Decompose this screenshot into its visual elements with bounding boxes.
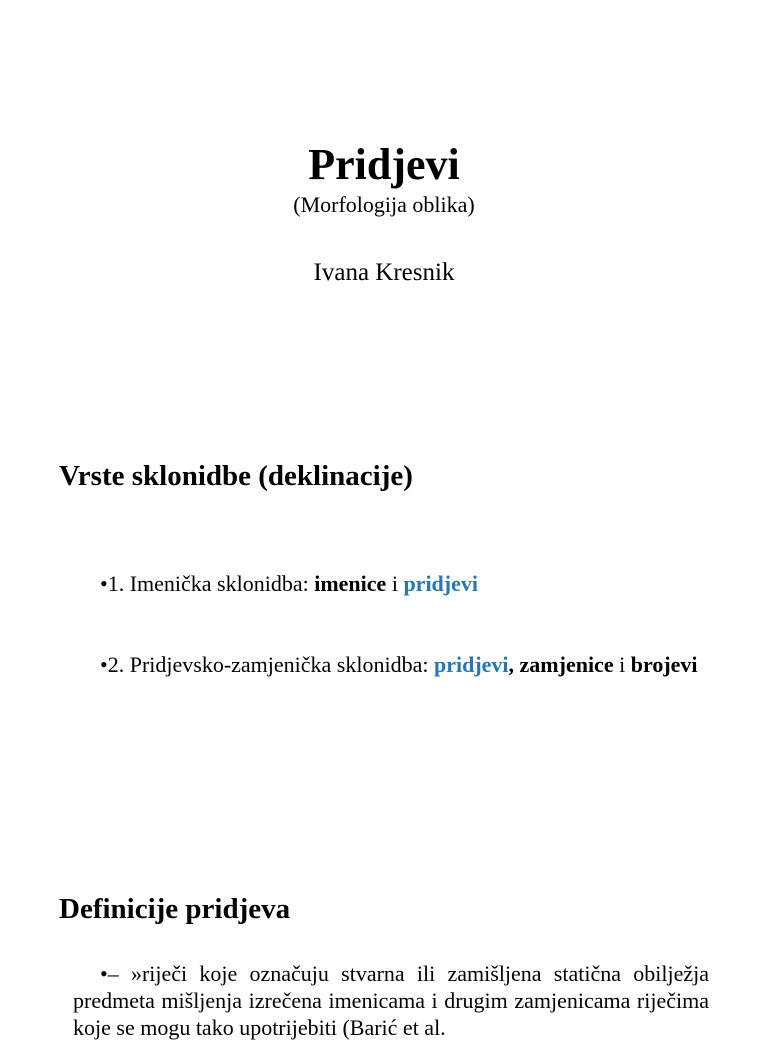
item-prefix: 1. Imenička sklonidba:	[107, 571, 315, 596]
term-brojevi: brojevi	[630, 652, 698, 677]
slide-subtitle: (Morfologija oblika)	[293, 192, 475, 217]
bullet-marker: •	[100, 652, 108, 677]
item-prefix: 2. Pridjevsko-zamjenička sklonidba:	[107, 652, 434, 677]
bullet-marker: •	[100, 571, 108, 596]
list-item-adjective-pronoun-declension	[73, 651, 709, 678]
slide-title: Pridjevi	[308, 140, 460, 189]
item-separator: ,	[508, 652, 520, 677]
term-imenice: imenice	[314, 571, 387, 596]
bullet-marker: •	[100, 961, 108, 986]
item-conjunction: i	[386, 571, 404, 596]
item-conjunction: i	[613, 652, 631, 677]
term-pridjevi-highlight: pridjevi	[403, 571, 478, 596]
section-heading-definitions: Definicije pridjeva	[59, 893, 291, 925]
list-item-noun-declension	[73, 570, 709, 597]
list-item-definition	[73, 960, 709, 1041]
definition-text: – »riječi koje označuju stvarna ili zamišljena statična obilježja predmeta mišljenja izrečena imenicama i drugim zamjenicama riječima koje se mogu tako upotrijebiti (Barić et al.	[73, 961, 709, 1040]
term-zamjenice: zamjenice	[519, 652, 614, 677]
section-heading-declension: Vrste sklonidbe (deklinacije)	[59, 460, 413, 492]
author-name: Ivana Kresnik	[313, 259, 455, 286]
term-pridjevi-highlight: pridjevi	[433, 652, 509, 677]
